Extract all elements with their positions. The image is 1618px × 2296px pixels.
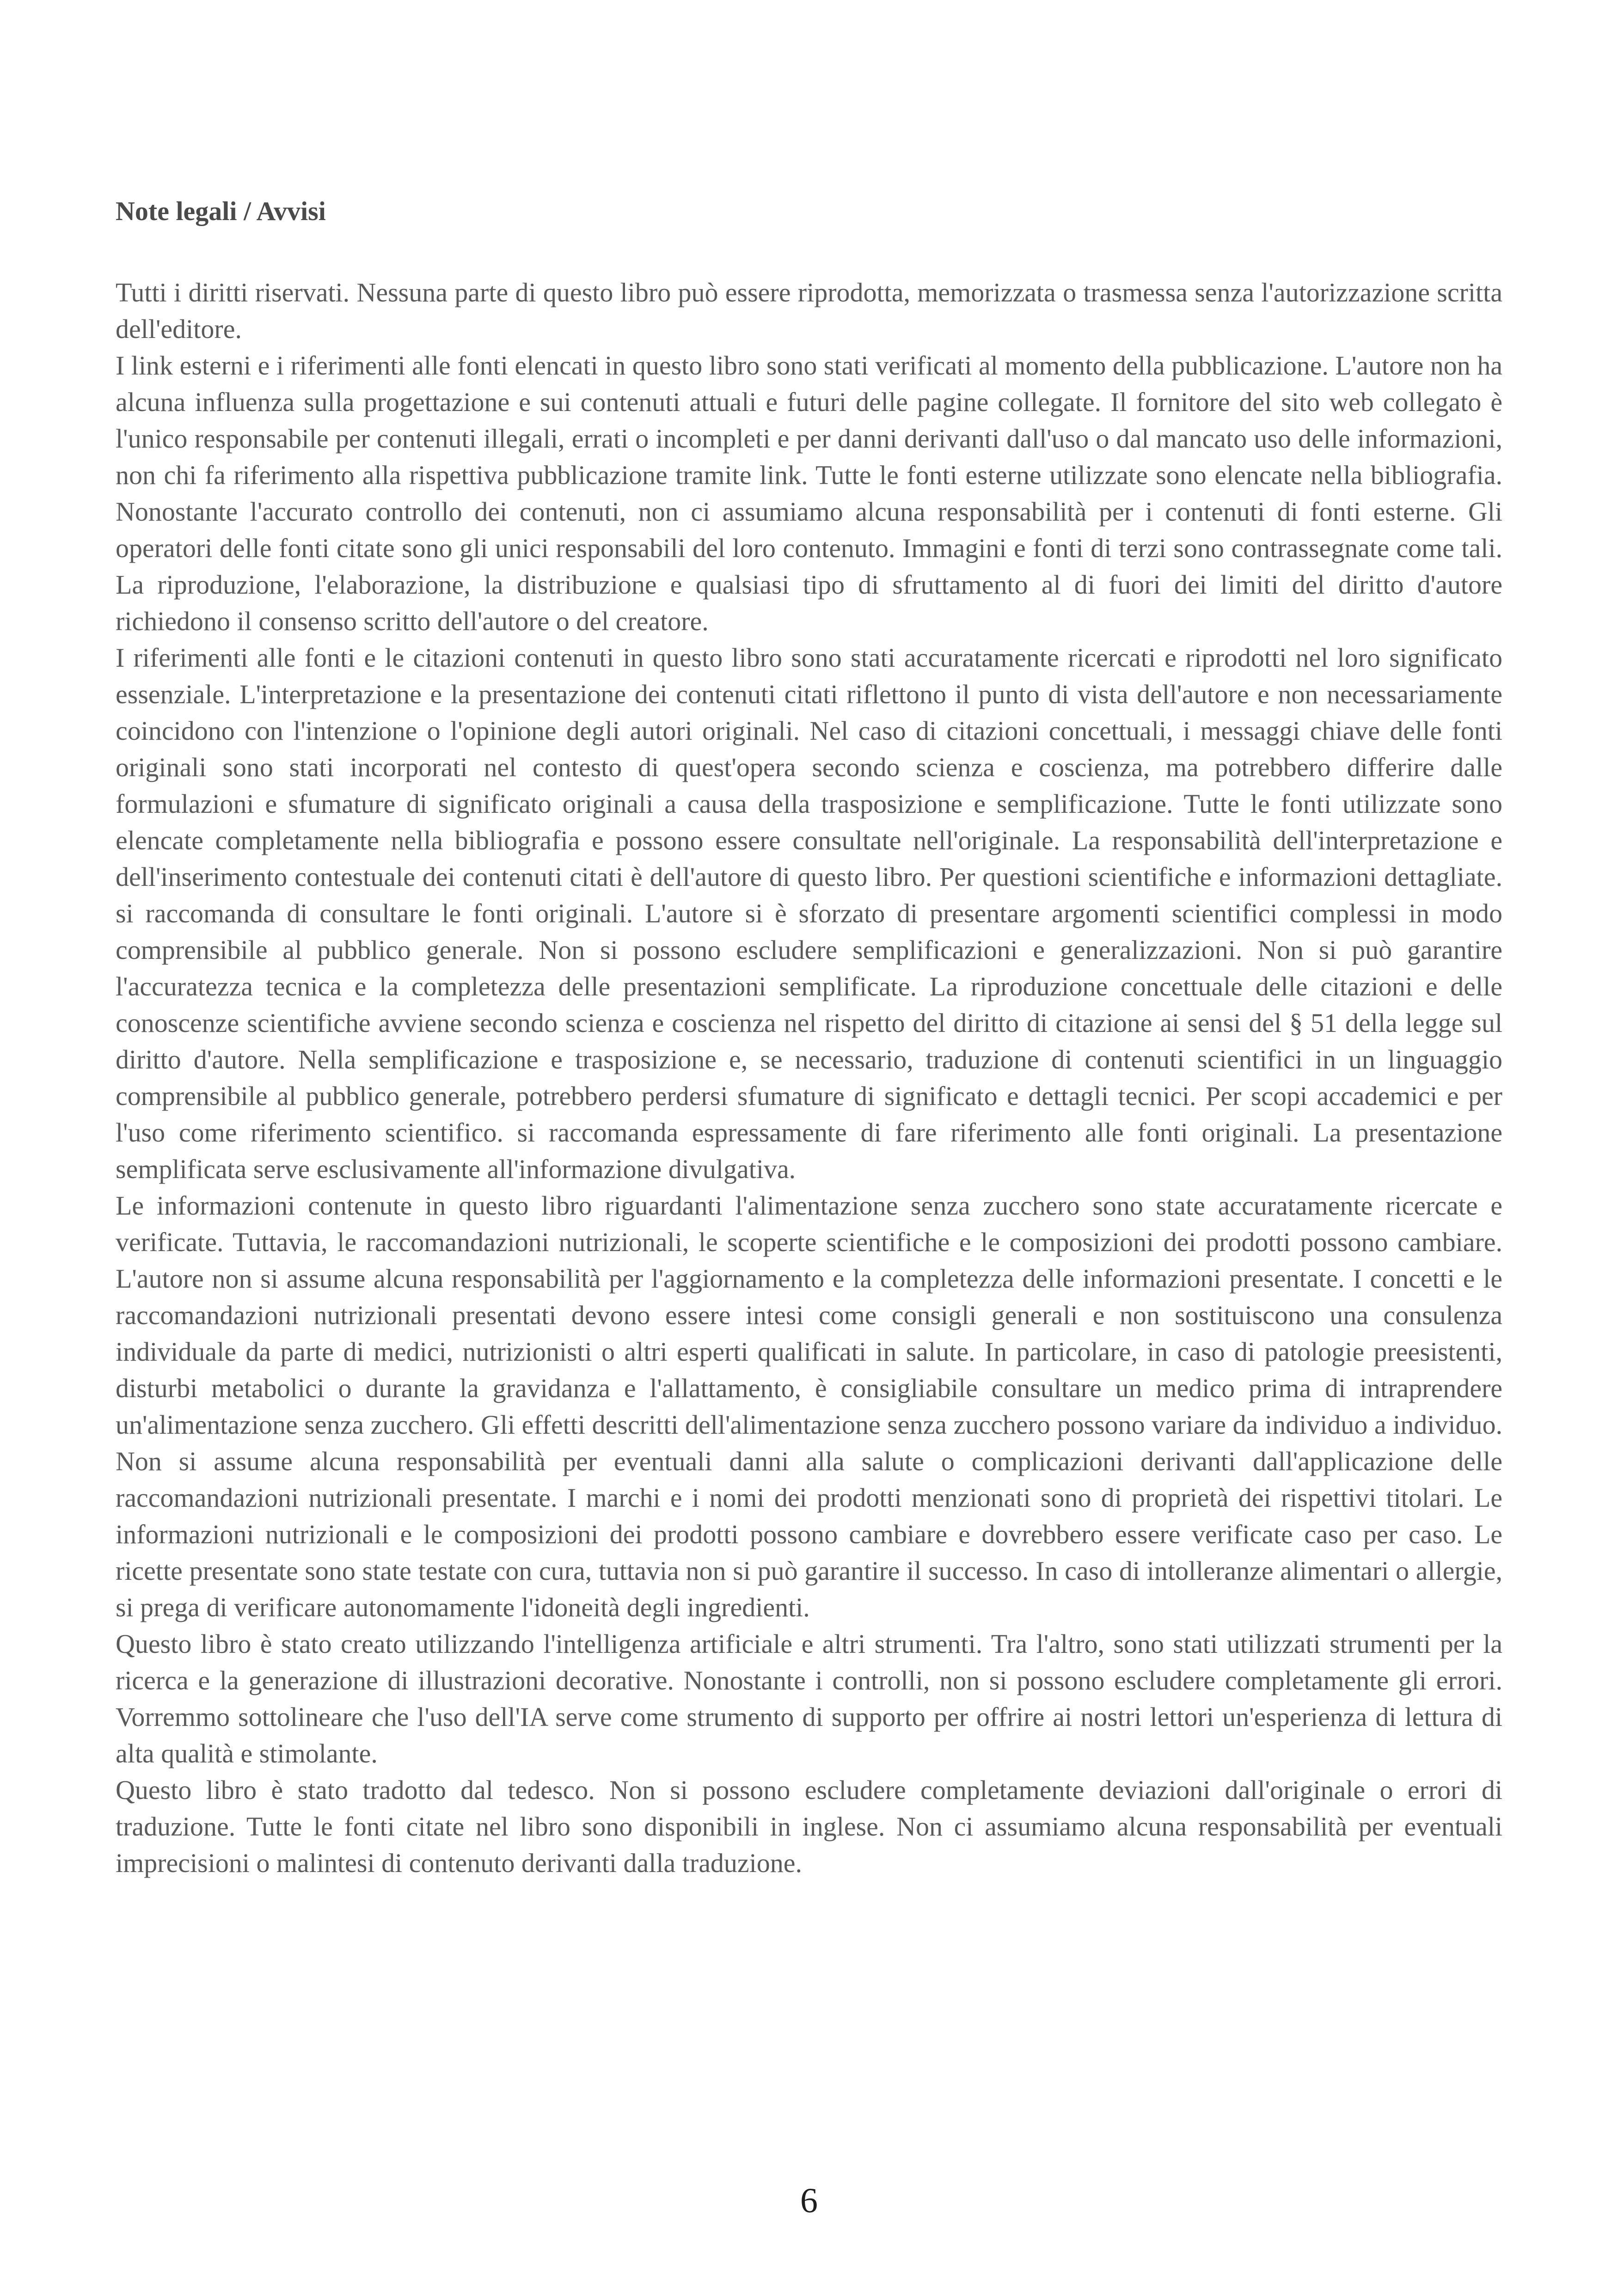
- paragraph-citations: I riferimenti alle fonti e le citazioni contenuti in questo libro sono stati accuratamente ricercati e riprodotti nel loro significato essenziale. L'interpretazione e la presentazione dei contenuti citati riflettono il punto di vista dell'autore e non necessariamente coincidono con l'intenzione o l'opinione degli autori originali. Nel caso di citazioni concettuali, i messaggi chiave delle fonti originali sono stati incorporati nel contesto di quest'opera secondo scienza e coscienza, ma potrebbero differire dalle formulazioni e sfumature di significato originali a causa della trasposizione e semplificazione. Tutte le fonti utilizzate sono elencate completamente nella bibliografia e possono essere consultate nell'originale. La responsabilità dell'interpretazione e dell'inserimento contestuale dei contenuti citati è dell'autore di questo libro. Per questioni scientifiche e informazioni dettagliate. si raccomanda di consultare le fonti originali. L'autore si è sforzato di presentare argomenti scientifici complessi in modo comprensibile al pubblico generale. Non si possono escludere semplificazioni e generalizzazioni. Non si può garantire l'accuratezza tecnica e la completezza delle presentazioni semplificate. La riproduzione concettuale delle citazioni e delle conoscenze scientifiche avviene secondo scienza e coscienza nel rispetto del diritto di citazione ai sensi del § 51 della legge sul diritto d'autore. Nella semplificazione e trasposizione e, se necessario, traduzione di contenuti scientifici in un linguaggio comprensibile al pubblico generale, potrebbero perdersi sfumature di significato e dettagli tecnici. Per scopi accademici e per l'uso come riferimento scientifico. si raccomanda espressamente di fare riferimento alle fonti originali. La presentazione semplificata serve esclusivamente all'informazione divulgativa.: [116, 643, 1502, 1184]
- legal-notice-body: [116, 274, 1502, 1881]
- paragraph-external-links: I link esterni e i riferimenti alle fonti elencati in questo libro sono stati verificati al momento della pubblicazione. L'autore non ha alcuna influenza sulla progettazione e sui contenuti attuali e futuri delle pagine collegate. Il fornitore del sito web collegato è l'unico responsabile per contenuti illegali, errati o incompleti e per danni derivanti dall'uso o dal mancato uso delle informazioni, non chi fa riferimento alla rispettiva pubblicazione tramite link. Tutte le fonti esterne utilizzate sono elencate nella bibliografia. Nonostante l'accurato controllo dei contenuti, non ci assumiamo alcuna responsabilità per i contenuti di fonti esterne. Gli operatori delle fonti citate sono gli unici responsabili del loro contenuto. Immagini e fonti di terzi sono contrassegnate come tali. La riproduzione, l'elaborazione, la distribuzione e qualsiasi tipo di sfruttamento al di fuori dei limiti del diritto d'autore richiedono il consenso scritto dell'autore o del creatore.: [116, 350, 1502, 636]
- page-title: Note legali / Avvisi: [116, 196, 326, 226]
- paragraph-nutrition-disclaimer: Le informazioni contenute in questo libro riguardanti l'alimentazione senza zucchero sono state accuratamente ricercate e verificate. Tuttavia, le raccomandazioni nutrizionali, le scoperte scientifiche e le composizioni dei prodotti possono cambiare. L'autore non si assume alcuna responsabilità per l'aggiornamento e la completezza delle informazioni presentate. I concetti e le raccomandazioni nutrizionali presentati devono essere intesi come consigli generali e non sostituiscono una consulenza individuale da parte di medici, nutrizionisti o altri esperti qualificati in salute. In particolare, in caso di patologie preesistenti, disturbi metabolici o durante la gravidanza e l'allattamento, è consigliabile consultare un medico prima di intraprendere un'alimentazione senza zucchero. Gli effetti descritti dell'alimentazione senza zucchero possono variare da individuo a individuo. Non si assume alcuna responsabilità per eventuali danni alla salute o complicazioni derivanti dall'applicazione delle raccomandazioni nutrizionali presentate. I marchi e i nomi dei prodotti menzionati sono di proprietà dei rispettivi titolari. Le informazioni nutrizionali e le composizioni dei prodotti possono cambiare e dovrebbero essere verificate caso per caso. Le ricette presentate sono state testate con cura, tuttavia non si può garantire il successo. In caso di intolleranze alimentari o allergie, si prega di verificare autonomamente l'idoneità degli ingredienti.: [116, 1191, 1502, 1622]
- paragraph-copyright: Tutti i diritti riservati. Nessuna parte di questo libro può essere riprodotta, memorizzata o trasmessa senza l'autorizzazione scritta dell'editore.: [116, 277, 1502, 344]
- paragraph-translation: Questo libro è stato tradotto dal tedesco. Non si possono escludere completamente deviazioni dall'originale o errori di traduzione. Tutte le fonti citate nel libro sono disponibili in inglese. Non ci assumiamo alcuna responsabilità per eventuali imprecisioni o malintesi di contenuto derivanti dalla traduzione.: [116, 1775, 1502, 1878]
- paragraph-ai-usage: Questo libro è stato creato utilizzando l'intelligenza artificiale e altri strumenti. Tra l'altro, sono stati utilizzati strumenti per la ricerca e la generazione di illustrazioni decorative. Nonostante i controlli, non si possono escludere completamente gli errori. Vorremmo sottolineare che l'uso dell'IA serve come strumento di supporto per offrire ai nostri lettori un'esperienza di lettura di alta qualità e stimolante.: [116, 1629, 1502, 1768]
- page-content: [116, 192, 1502, 1881]
- page-number: 6: [800, 2181, 818, 2220]
